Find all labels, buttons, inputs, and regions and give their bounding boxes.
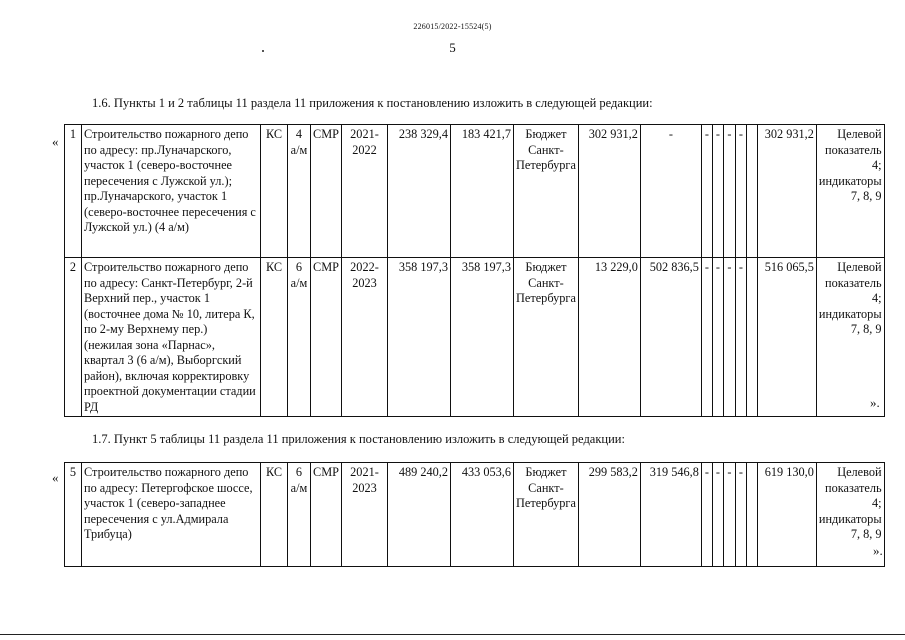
amount-year-4: - [712,125,723,258]
document-number: 226015/2022-15524(5) [413,22,492,31]
amount-year-4: - [712,258,723,417]
amount-year-2: - [640,125,701,258]
object-type: КС [261,463,288,567]
object-type: КС [261,258,288,417]
cost-remaining: 183 421,7 [451,125,514,258]
work-stage: СМР [311,463,342,567]
object-name: Строительство пожарного депо по адресу: Петергофское шоссе, участок 1 (северо-западнее пересечения с ул.Адмирала Трибуца) [82,463,261,567]
row-number: 5 [65,463,82,567]
amount-year-4: - [712,463,723,567]
amount-year-3: - [701,258,712,417]
scan-edge-line [0,634,905,635]
opening-quote-1: « [52,134,59,149]
amount-year-6: - [735,125,746,258]
work-period: 2021-2023 [342,463,388,567]
cost-total: 489 240,2 [388,463,451,567]
cost-remaining: 358 197,3 [451,258,514,417]
amount-total: 619 130,0 [757,463,816,567]
row-number: 1 [65,125,82,258]
amount-year-3: - [701,463,712,567]
amount-year-6: - [735,463,746,567]
funding-source: Бюджет Санкт-Петербурга [514,258,579,417]
cost-remaining: 433 053,6 [451,463,514,567]
cost-total: 238 329,4 [388,125,451,258]
empty-cell [746,258,757,417]
table-row [65,125,885,258]
amount-year-1: 13 229,0 [578,258,640,417]
object-capacity: 6 а/м [288,258,311,417]
work-stage: СМР [311,125,342,258]
object-name: Строительство пожарного депо по адресу: пр.Луначарского, участок 1 (северо-восточнее пересечения с Лужской ул.); пр.Луначарского, участок 1 (северо-восточнее пересечения с Лужской ул.) (4 а/м) [82,125,261,258]
funding-source: Бюджет Санкт-Петербурга [514,125,579,258]
target-indicator: Целевой показатель 4; индикаторы 7, 8, 9 [816,125,884,258]
object-capacity: 6 а/м [288,463,311,567]
object-type: КС [261,125,288,258]
empty-cell [746,125,757,258]
work-period: 2022-2023 [342,258,388,417]
target-indicator: Целевой показатель 4; индикаторы 7, 8, 9 [816,258,884,417]
amount-year-5: - [723,258,735,417]
opening-quote-2: « [52,470,59,485]
table-row [65,463,885,567]
amount-total: 516 065,5 [757,258,816,417]
amount-year-2: 502 836,5 [640,258,701,417]
funding-source: Бюджет Санкт-Петербурга [514,463,579,567]
target-indicator: Целевой показатель 4; индикаторы 7, 8, 9 [816,463,884,567]
amount-year-1: 299 583,2 [578,463,640,567]
work-period: 2021-2022 [342,125,388,258]
scan-speck [262,50,264,52]
paragraph-1-7: 1.7. Пункт 5 таблицы 11 раздела 11 приложения к постановлению изложить в следующей редакции: [92,432,625,446]
amount-year-1: 302 931,2 [578,125,640,258]
amount-year-3: - [701,125,712,258]
paragraph-1-6: 1.6. Пункты 1 и 2 таблицы 11 раздела 11 приложения к постановлению изложить в следующей редакции: [92,96,653,110]
table-row [65,258,885,417]
amount-year-6: - [735,258,746,417]
amount-year-5: - [723,125,735,258]
table-item-5 [64,462,885,567]
table-items-1-2 [64,124,885,417]
cost-total: 358 197,3 [388,258,451,417]
amount-year-2: 319 546,8 [640,463,701,567]
closing-quote-2: ». [873,543,883,558]
work-stage: СМР [311,258,342,417]
row-number: 2 [65,258,82,417]
amount-year-5: - [723,463,735,567]
object-capacity: 4 а/м [288,125,311,258]
page-number: 5 [449,40,456,55]
empty-cell [746,463,757,567]
object-name: Строительство пожарного депо по адресу: Санкт-Петербург, 2-й Верхний пер., участок 1 (восточнее дома № 10, литера К, по 2-му Верхнему пер.) (нежилая зона «Парнас», квартал 3 (6 а/м), Выборгский район), включая корректировку проектной документации стадии РД [82,258,261,417]
amount-total: 302 931,2 [757,125,816,258]
closing-quote-1: ». [870,395,880,410]
